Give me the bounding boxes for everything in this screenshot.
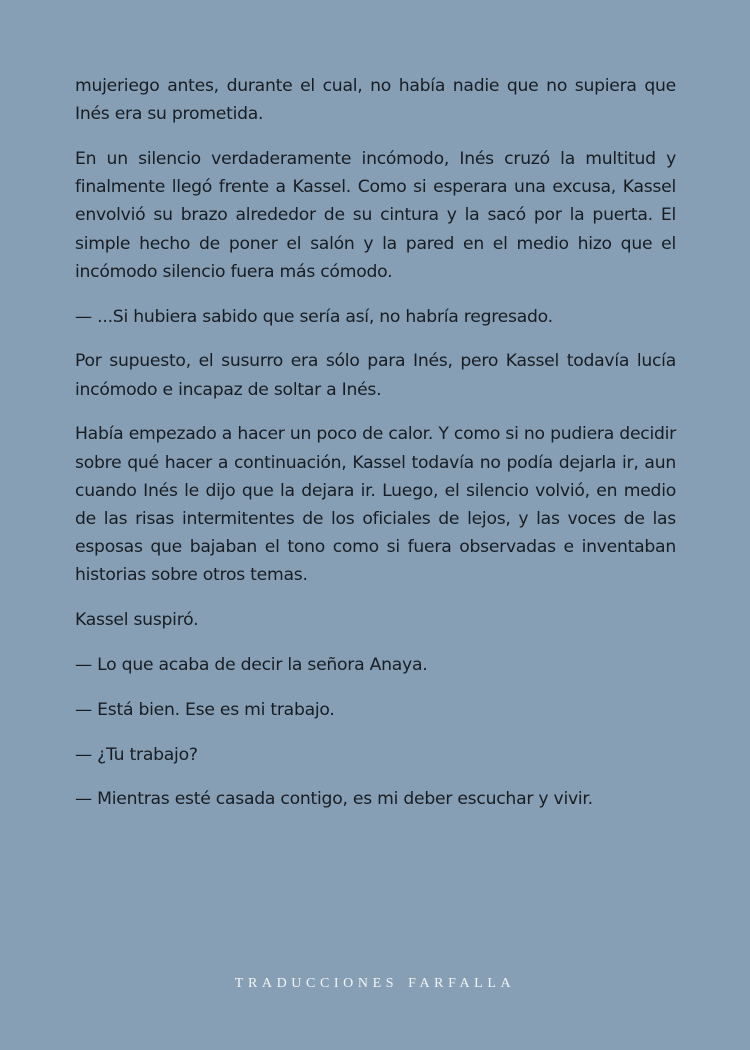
footer-word-2: FARFALLA (408, 976, 516, 991)
footer-credit (0, 976, 750, 992)
dialogue-3: — Está bien. Ese es mi trabajo. (75, 699, 335, 720)
paragraph-1: mujeriego antes, durante el cual, no había nadie que no supiera que Inés era su prometida. (75, 76, 676, 125)
paragraph-4: Había empezado a hacer un poco de calor. Y como si no pudiera decidir sobre qué hacer a continuación, Kassel todavía no podía dejarla ir, aun cuando Inés le dijo que la dejara ir. Luego, el silencio volvió, en medio de las risas intermitentes de los oficiales de lejos, y las voces de las esposas que bajaban el tono como si fuera observadas e inventaban historias sobre otros temas. (75, 424, 676, 586)
dialogue-5: — Mientras esté casada contigo, es mi deber escuchar y vivir. (75, 789, 593, 810)
footer-word-1: TRADUCCIONES (234, 976, 399, 991)
dialogue-4: — ¿Tu trabajo? (75, 744, 198, 765)
dialogue-2: — Lo que acaba de decir la señora Anaya. (75, 655, 428, 676)
dialogue-1: — ...Si hubiera sabido que sería así, no habría regresado. (75, 306, 553, 327)
paragraph-2: En un silencio verdaderamente incómodo, Inés cruzó la multitud y finalmente llegó frente a Kassel. Como si esperara una excusa, Kassel envolvió su brazo alrededor de su cintura y la sacó por la puerta. El simple hecho de poner el salón y la pared en el medio hizo que el incómodo silencio fuera más cómodo. (75, 149, 676, 282)
paragraph-5: Kassel suspiró. (75, 610, 199, 631)
page-body (75, 72, 676, 830)
paragraph-3: Por supuesto, el susurro era sólo para Inés, pero Kassel todavía lucía incómodo e incapaz de soltar a Inés. (75, 351, 676, 400)
